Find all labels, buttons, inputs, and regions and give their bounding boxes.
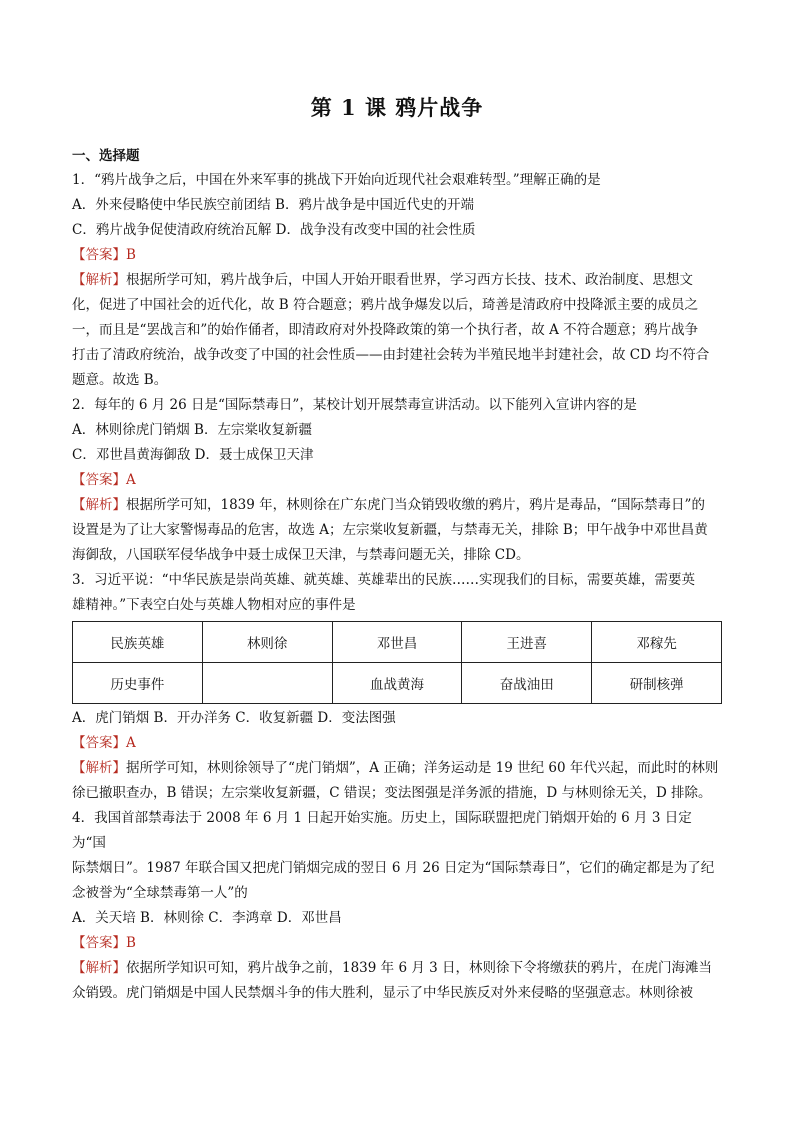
table-row	[73, 622, 722, 663]
table-cell: 邓世昌	[332, 622, 462, 663]
q4-answer	[72, 931, 722, 956]
q2-answer	[72, 468, 722, 493]
analysis-tag: 【解析】	[72, 497, 126, 513]
q3-analysis-line: 徐已撤职查办，B 错误；左宗棠收复新疆，C 错误；变法图强是洋务派的措施，D 与林则徐无关，D 排除。	[72, 785, 712, 801]
page-title: 第 1 课 鸦片战争	[310, 95, 484, 120]
table-cell: 研制核弹	[592, 663, 722, 704]
analysis-tag: 【解析】	[72, 960, 126, 976]
table-cell: 王进喜	[462, 622, 592, 663]
q4-analysis-line: 【解析】依据所学知识可知，鸦片战争之前，1839 年 6 月 3 日，林则徐下令将缴获的鸦片，在虎门海滩当	[72, 960, 712, 976]
table-cell: 民族英雄	[73, 622, 203, 663]
q3-analysis-line: 【解析】据所学可知，林则徐领导了“虎门销烟”，A 正确；洋务运动是 19 世纪 60 年代兴起，而此时的林则	[72, 760, 719, 776]
q2-analysis-line: 【解析】根据所学可知，1839 年，林则徐在广东虎门当众销毁收缴的鸦片，鸦片是毒品，“国际禁毒日”的	[72, 497, 705, 513]
question-3	[72, 568, 722, 806]
answer-tag: 【答案】	[72, 735, 126, 751]
q1-options-cd: C．鸦片战争促使清政府统治瓦解 D．战争没有改变中国的社会性质	[72, 222, 476, 238]
q3-options: A．虎门销烟 B．开办洋务 C．收复新疆 D．变法图强	[72, 710, 396, 726]
table-cell: 邓稼先	[592, 622, 722, 663]
q3-stem: 3．习近平说：“中华民族是崇尚英雄、就英雄、英雄辈出的民族……实现我们的目标，需要英雄，需要英	[72, 572, 695, 588]
answer-value: B	[126, 935, 136, 951]
table-cell: 历史事件	[73, 663, 203, 704]
table-cell-blank	[202, 663, 332, 704]
answer-value: A	[126, 735, 136, 751]
q4-stem: 念被誉为“全球禁毒第一人”的	[72, 885, 248, 901]
q2-analysis-line: 设置是为了让大家警惕毒品的危害，故选 A；左宗棠收复新疆，与禁毒无关，排除 B；甲午战争中邓世昌黄	[72, 522, 708, 538]
q1-analysis-line: 【解析】根据所学可知，鸦片战争后，中国人开始开眼看世界，学习西方长技、技术、政治制度、思想文	[72, 272, 693, 288]
q3-answer	[72, 731, 722, 756]
table-cell: 奋战油田	[462, 663, 592, 704]
q4-options: A．关天培 B．林则徐 C．李鸿章 D．邓世昌	[72, 910, 342, 926]
table-row	[73, 663, 722, 704]
q2-analysis-line: 海御敌，八国联军侵华战争中聂士成保卫天津，与禁毒问题无关，排除 CD。	[72, 547, 530, 563]
q2-options-ab: A．林则徐虎门销烟 B．左宗棠收复新疆	[72, 422, 312, 438]
q1-options-ab: A．外来侵略使中华民族空前团结 B．鸦片战争是中国近代史的开端	[72, 197, 474, 213]
q2-stem: 2．每年的 6 月 26 日是“国际禁毒日”，某校计划开展禁毒宣讲活动。以下能列入宣讲内容的是	[72, 397, 637, 413]
document-page	[72, 92, 722, 1006]
answer-value: A	[126, 472, 136, 488]
question-1	[72, 168, 722, 393]
analysis-tag: 【解析】	[72, 760, 126, 776]
table-cell: 林则徐	[202, 622, 332, 663]
q1-analysis-line: 一，而且是“罢战言和”的始作俑者，即清政府对外投降政策的第一个执行者，故 A 不符合题意；鸦片战争	[72, 322, 699, 338]
answer-tag: 【答案】	[72, 247, 126, 263]
q2-options-cd: C．邓世昌黄海御敌 D．聂士成保卫天津	[72, 447, 314, 463]
q1-stem: 1．“鸦片战争之后，中国在外来军事的挑战下开始向近现代社会艰难转型。”理解正确的是	[72, 172, 601, 188]
hero-table	[72, 621, 722, 704]
q3-stem: 雄精神。”下表空白处与英雄人物相对应的事件是	[72, 597, 356, 613]
q1-analysis-line: 打击了清政府统治，战争改变了中国的社会性质——由封建社会转为半殖民地半封建社会，故 CD 均不符合	[72, 347, 710, 363]
q4-stem: 4．我国首部禁毒法于 2008 年 6 月 1 日起开始实施。历史上，国际联盟把虎门销烟开始的 6 月 3 日定为“国	[72, 810, 692, 851]
question-4	[72, 806, 722, 1006]
q4-analysis-line: 众销毁。虎门销烟是中国人民禁烟斗争的伟大胜利，显示了中华民族反对外来侵略的坚强意志。林则徐被	[72, 985, 693, 1001]
question-2	[72, 393, 722, 568]
answer-tag: 【答案】	[72, 935, 126, 951]
answer-tag: 【答案】	[72, 472, 126, 488]
analysis-tag: 【解析】	[72, 272, 126, 288]
section-heading: 一、选择题	[72, 148, 140, 164]
q1-answer	[72, 243, 722, 268]
answer-value: B	[126, 247, 136, 263]
q4-stem: 际禁烟日”。1987 年联合国又把虎门销烟完成的翌日 6 月 26 日定为“国际禁毒日”，它们的确定都是为了纪	[72, 860, 715, 876]
table-cell: 血战黄海	[332, 663, 462, 704]
q1-analysis-line: 题意。故选 B。	[72, 372, 168, 388]
q1-analysis-line: 化，促进了中国社会的近代化，故 B 符合题意；鸦片战争爆发以后，琦善是清政府中投降派主要的成员之	[72, 297, 699, 313]
